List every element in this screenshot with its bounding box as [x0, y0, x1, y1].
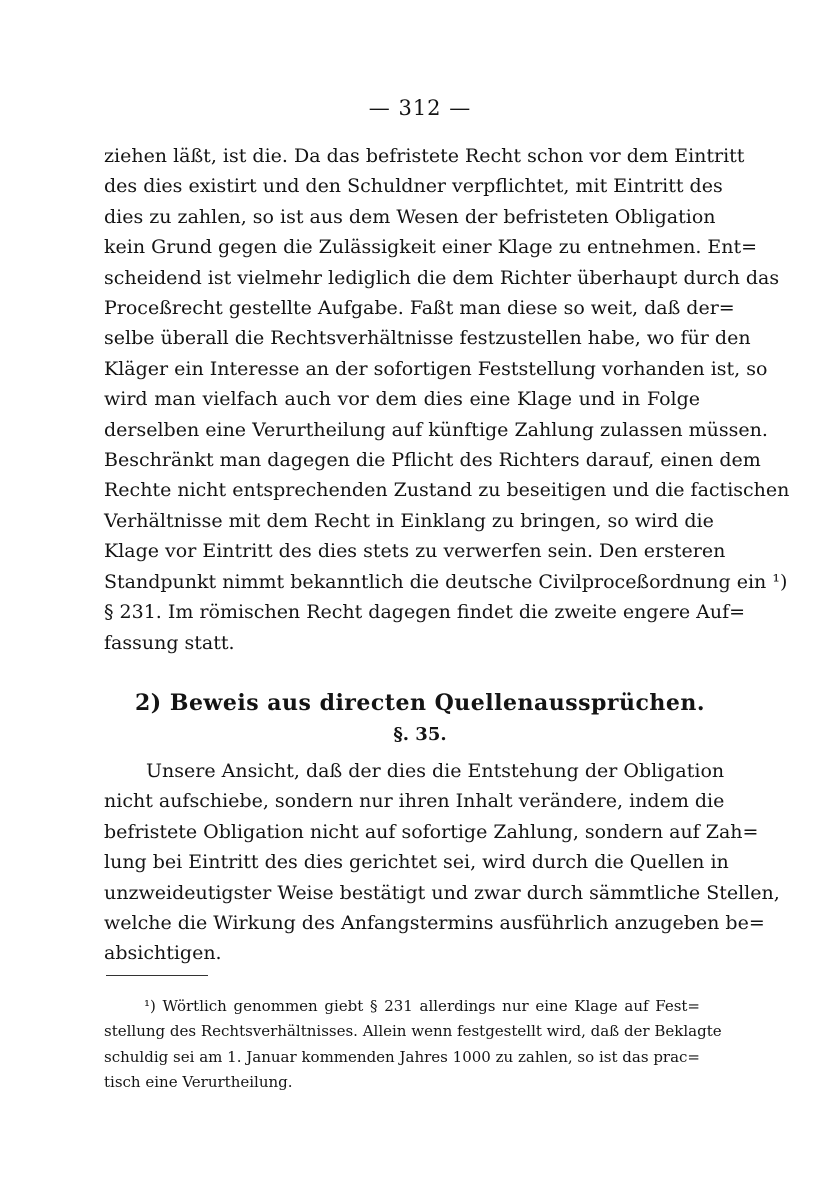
- footnote-divider: [106, 975, 208, 976]
- text-line: scheidend ist vielmehr lediglich die dem Richter überhaupt durch das: [104, 266, 780, 289]
- text-line: wird man vielfach auch vor dem dies eine Klage und in Folge: [104, 388, 700, 411]
- text-line: selbe überall die Rechtsverhältnisse festzustellen habe, wo für den: [104, 327, 751, 350]
- text-line: ziehen läßt, ist die. Da das befristete Recht schon vor dem Eintritt: [104, 145, 745, 167]
- text-line: Unsere Ansicht, daß der dies die Entstehung der Obligation: [146, 760, 725, 782]
- page-number: — 312 —: [368, 96, 472, 120]
- section-heading: 2) Beweis aus directen Quellenaussprüchen.: [134, 690, 706, 716]
- text-line: Beschränkt man dagegen die Pflicht des Richters darauf, einen dem: [104, 449, 761, 472]
- text-line: dies zu zahlen, so ist aus dem Wesen der befristeten Obligation: [104, 205, 716, 228]
- body-paragraph-1: [104, 141, 790, 658]
- text-line: Kläger ein Interesse an der sofortigen Feststellung vorhanden ist, so: [104, 357, 768, 380]
- text-line: welche die Wirkung des Anfangstermins ausführlich anzugeben be=: [104, 912, 765, 935]
- footnote-line: tisch eine Verurtheilung.: [104, 1073, 293, 1092]
- text-line: Proceßrecht gestellte Aufgabe. Faßt man diese so weit, daß der=: [104, 297, 735, 320]
- text-line: nicht aufschiebe, sondern nur ihren Inhalt verändere, indem die: [104, 790, 725, 813]
- section-number: §. 35.: [393, 724, 447, 745]
- body-paragraph-2: [104, 756, 780, 969]
- footnote-line: ¹) Wörtlich genommen giebt § 231 allerdings nur eine Klage auf Fest=: [144, 997, 700, 1015]
- text-line: Verhältnisse mit dem Recht in Einklang zu bringen, so wird die: [104, 509, 714, 532]
- text-line: derselben eine Verurtheilung auf künftige Zahlung zulassen müssen.: [104, 418, 768, 441]
- text-line: des dies existirt und den Schuldner verpflichtet, mit Eintritt des: [104, 175, 723, 198]
- text-line: kein Grund gegen die Zulässigkeit einer Klage zu entnehmen. Ent=: [104, 236, 758, 259]
- text-line: befristete Obligation nicht auf sofortige Zahlung, sondern auf Zah=: [104, 820, 759, 843]
- text-line: Standpunkt nimmt bekanntlich die deutsche Civilproceßordnung ein ¹): [104, 570, 788, 593]
- text-line: lung bei Eintritt des dies gerichtet sei, wird durch die Quellen in: [104, 851, 729, 874]
- footnote-line: stellung des Rechtsverhältnisses. Allein wenn festgestellt wird, daß der Beklagte: [104, 1022, 722, 1041]
- text-line: Klage vor Eintritt des dies stets zu verwerfen sein. Den ersteren: [104, 540, 726, 563]
- text-line: absichtigen.: [104, 942, 222, 965]
- footnote-line: schuldig sei am 1. Januar kommenden Jahres 1000 zu zahlen, so ist das prac=: [104, 1047, 700, 1066]
- footnote: [104, 994, 722, 1096]
- text-line: Rechte nicht entsprechenden Zustand zu beseitigen und die factischen: [104, 479, 790, 502]
- text-line: unzweideutigster Weise bestätigt und zwar durch sämmtliche Stellen,: [104, 881, 780, 904]
- text-line: § 231. Im römischen Recht dagegen findet die zweite engere Auf=: [104, 601, 746, 624]
- text-line: fassung statt.: [104, 631, 235, 654]
